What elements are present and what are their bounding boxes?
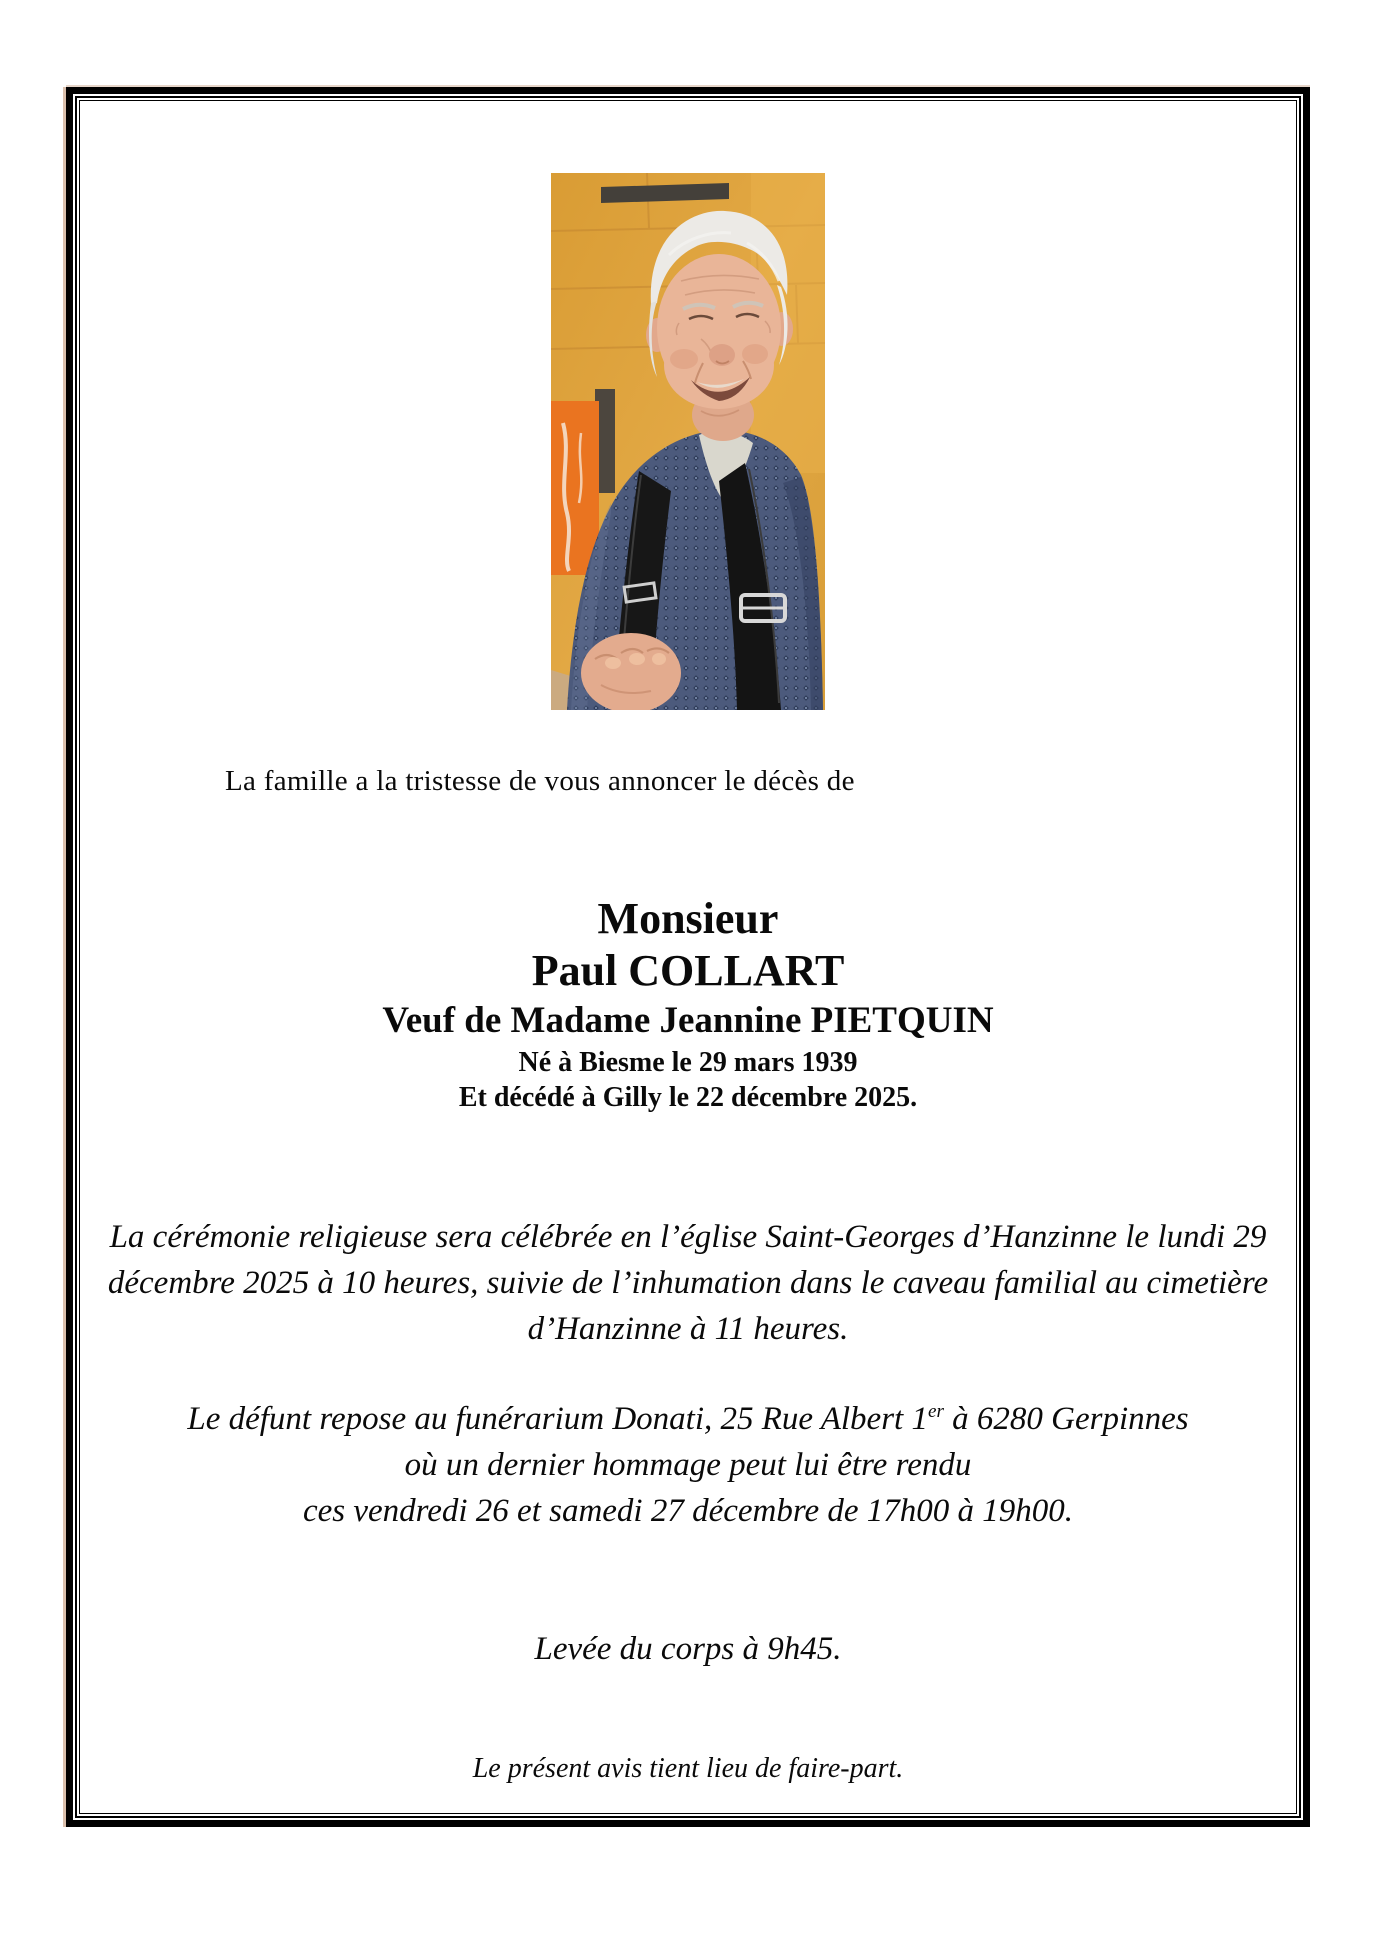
intro-line: La famille a la tristesse de vous annoncer le décès de [225, 765, 855, 797]
repose-line-2: où un dernier hommage peut lui être rendu [404, 1447, 972, 1483]
relation-line: Veuf de Madame Jeannine PIETQUIN [382, 1000, 994, 1041]
repose-paragraph [80, 1396, 1296, 1534]
ceremony-line-3: d’Hanzinne à 11 heures. [527, 1311, 849, 1347]
ordinal-superscript: er [927, 1401, 944, 1422]
faire-part-notice: Le présent avis tient lieu de faire-part. [472, 1753, 904, 1784]
ceremony-line-2: décembre 2025 à 10 heures, suivie de l’inhumation dans le caveau familial au cimetière [107, 1265, 1269, 1301]
levee-line: Levée du corps à 9h45. [534, 1631, 842, 1667]
ornamental-frame [66, 87, 1310, 1827]
ceremony-line-1: La cérémonie religieuse sera célébrée en l’église Saint-Georges d’Hanzinne le lundi 29 [109, 1219, 1267, 1255]
deceased-name: Paul COLLART [531, 946, 845, 995]
repose-line-1: Le défunt repose au funérarium Donati, 25 Rue Albert 1er à 6280 Gerpinnes [187, 1401, 1189, 1437]
title-monsieur: Monsieur [597, 894, 779, 943]
portrait-photo [551, 173, 825, 710]
death-line: Et décédé à Gilly le 22 décembre 2025. [458, 1082, 918, 1113]
photo-man-hand [581, 633, 681, 710]
repose-line-3: ces vendredi 26 et samedi 27 décembre de 17h00 à 19h00. [302, 1493, 1074, 1529]
ornamental-frame-inner-rule [79, 100, 1297, 1814]
ceremony-paragraph [80, 1214, 1296, 1352]
ornamental-frame-middle-rule [75, 96, 1301, 1818]
birth-line: Né à Biesme le 29 mars 1939 [518, 1047, 858, 1078]
